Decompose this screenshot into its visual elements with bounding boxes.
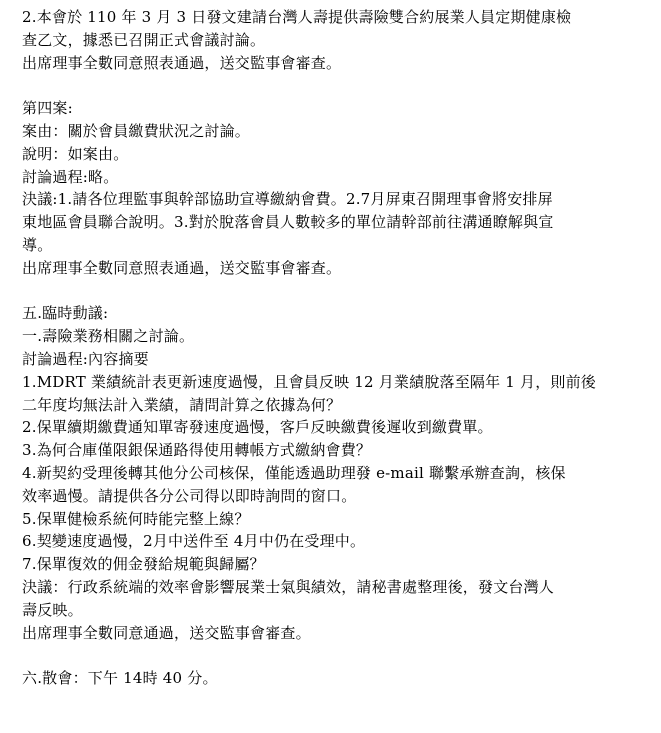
section5-process: 討論過程:內容摘要: [22, 349, 149, 368]
item3-approval: 出席理事全數同意照表通過，送交監事會審查。: [22, 53, 342, 72]
section5-resolution-1: 決議：行政系統端的效率會影響展業士氣與績效，請秘書處整理後，發文台灣人: [22, 577, 555, 596]
motion-item: 5.保單健檢系統何時能完整上線？: [22, 509, 250, 528]
motion-item: 4.新契約受理後轉其他分公司核保，僅能透過助理發 e-mail 聯繫承辦查詢，核保: [22, 463, 566, 482]
spacer: [22, 644, 661, 667]
item3-line-1: 2.本會於 110 年 3 月 3 日發文建請台灣人壽提供壽險雙合約展業人員定期健康檢: [22, 8, 572, 26]
motion-item: 1.MDRT 業績統計表更新速度過慢，且會員反映 12 月業績脫落至隔年 1 月，則前後: [22, 372, 597, 391]
case4-explanation: 說明：如案由。: [22, 144, 129, 163]
motion-item: 效率過慢。請提供各分公司得以即時詢問的窗口。: [22, 486, 357, 505]
section5-subtitle: 一.壽險業務相關之討論。: [22, 327, 195, 346]
case4-resolution-1: 決議:1.請各位理監事與幹部協助宣導繳納會費。2.7月屏東召開理事會將安排屏: [22, 190, 553, 209]
motion-item: 2.保單續期繳費通知單寄發速度過慢，客戶反映繳費後遲收到繳費單。: [22, 418, 493, 437]
motion-item: 6.契變速度過慢，2月中送件至 4月中仍在受理中。: [22, 532, 366, 551]
spacer: [22, 280, 661, 303]
case4-resolution-3: 導。: [22, 235, 53, 254]
motion-item: 二年度均無法計入業績，請問計算之依據為何？: [22, 395, 342, 414]
case4-approval: 出席理事全數同意照表通過，送交監事會審查。: [22, 258, 342, 277]
section5-resolution-2: 壽反映。: [22, 600, 83, 619]
section5-approval: 出席理事全數同意通過，送交監事會審查。: [22, 623, 311, 642]
item3-line-2: 查乙文，據悉已召開正式會議討論。: [22, 30, 266, 49]
case4-title: 第四案:: [22, 99, 73, 118]
spacer: [22, 74, 661, 97]
adjourn-line: 六.散會：下午 14時 40 分。: [22, 669, 218, 688]
motion-item: 7.保單復效的佣金發給規範與歸屬？: [22, 555, 265, 574]
case4-resolution-2: 東地區會員聯合說明。3.對於脫落會員人數較多的單位請幹部前往溝通瞭解與宣: [22, 213, 554, 232]
section5-title: 五.臨時動議:: [22, 304, 109, 323]
case4-process: 討論過程:略。: [22, 167, 119, 186]
case4-reason: 案由：關於會員繳費狀況之討論。: [22, 121, 251, 140]
motion-item: 3.為何合庫僅限銀保通路得使用轉帳方式繳納會費？: [22, 441, 372, 460]
